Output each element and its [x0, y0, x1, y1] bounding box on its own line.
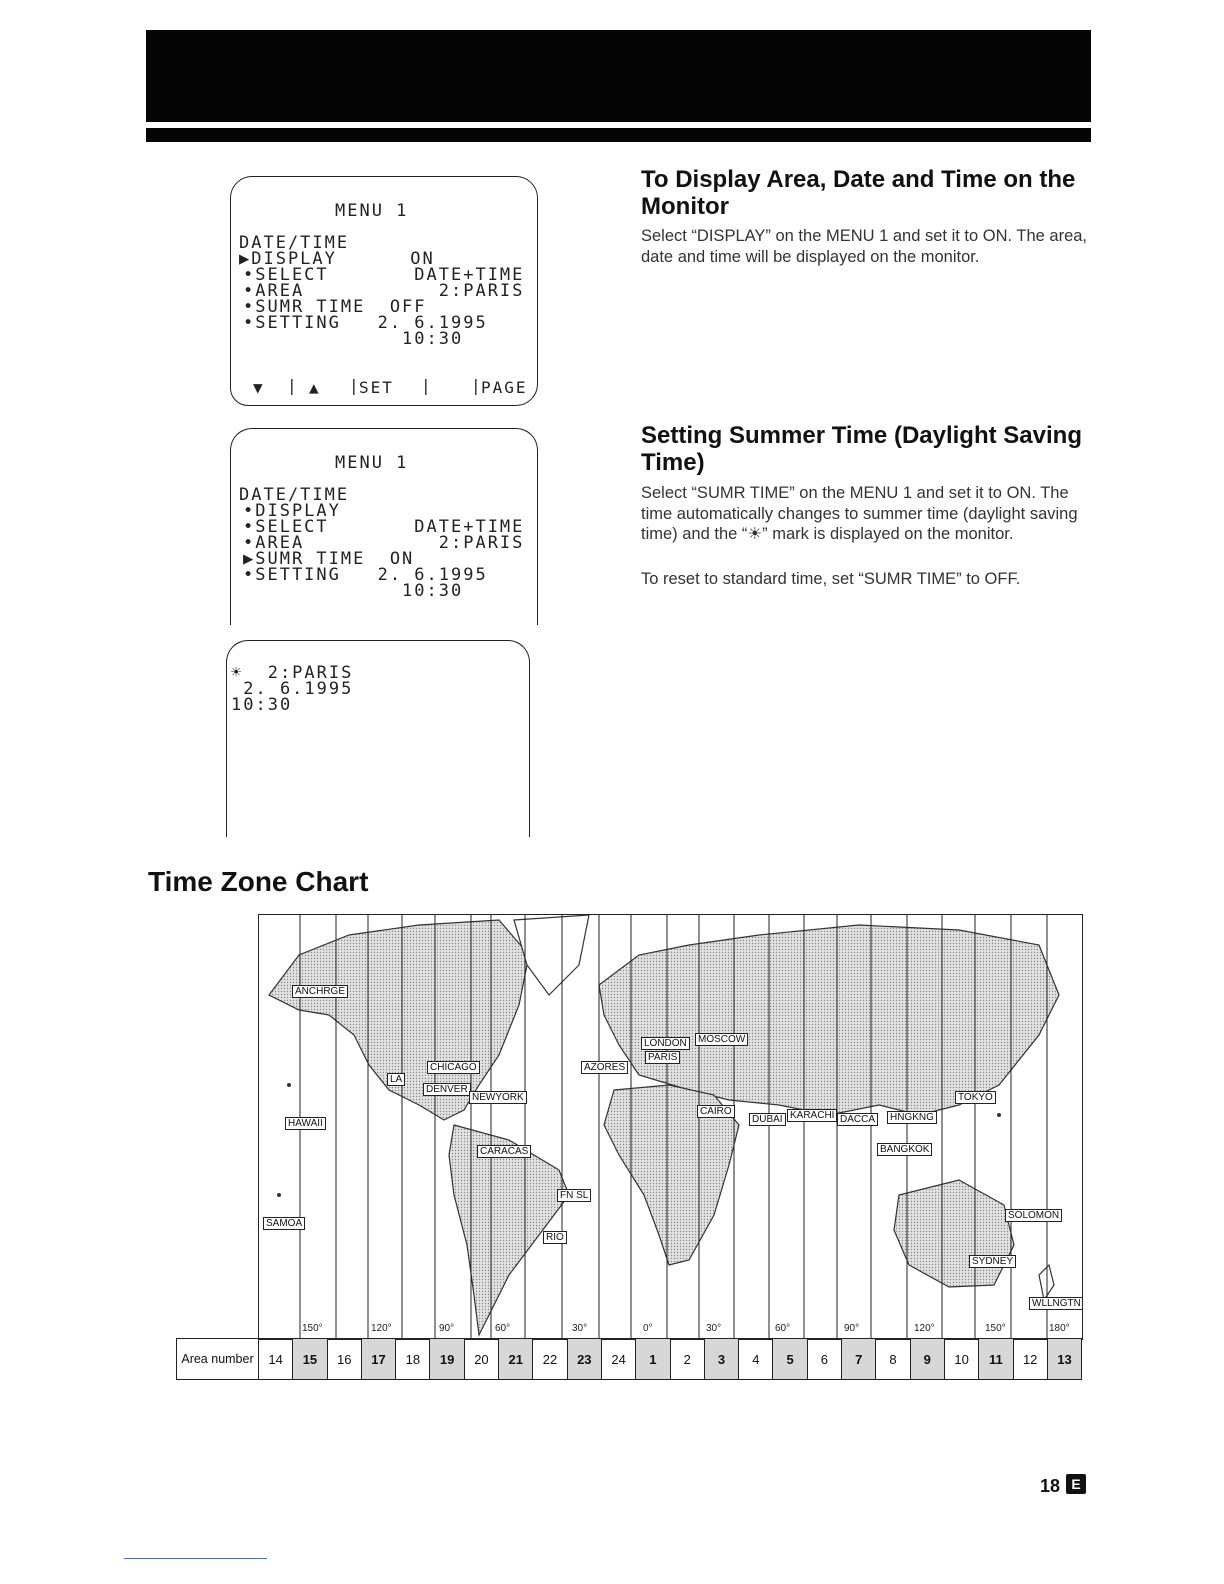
- area-cell: 2: [670, 1339, 704, 1380]
- section-body-display: Select “DISPLAY” on the MENU 1 and set it to ON. The area, date and time will be displayed on the monitor.: [641, 227, 1088, 266]
- menu-line: ▶SUMR TIME ON: [243, 549, 415, 569]
- area-cell: 21: [499, 1339, 533, 1380]
- area-cell: 7: [842, 1339, 876, 1380]
- area-cell: 23: [567, 1339, 601, 1380]
- area-cell: 8: [876, 1339, 910, 1380]
- menu-line: DATE/TIME: [239, 233, 350, 253]
- longitude-label: 180°: [1049, 1323, 1070, 1334]
- city-label: AZORES: [581, 1061, 628, 1074]
- longitude-label: 90°: [844, 1323, 860, 1334]
- area-cell: 12: [1013, 1339, 1047, 1380]
- city-label: MOSCOW: [695, 1033, 748, 1046]
- monitor-screen: [226, 640, 530, 837]
- area-cell: 5: [773, 1339, 807, 1380]
- area-cell: 18: [396, 1339, 430, 1380]
- city-label: DACCA: [837, 1113, 878, 1126]
- city-label: SOLOMON: [1005, 1209, 1062, 1222]
- menu-line: •AREA 2:PARIS: [243, 533, 525, 553]
- city-label: FN SL: [557, 1189, 591, 1202]
- menu-line: 10:30: [243, 329, 464, 349]
- city-label: LA: [387, 1073, 405, 1086]
- city-label: DENVER: [423, 1083, 471, 1096]
- section-title-summer: Setting Summer Time (Daylight Saving Time): [641, 422, 1082, 476]
- area-cell: 19: [430, 1339, 464, 1380]
- city-label: CHICAGO: [427, 1061, 480, 1074]
- longitude-label: 30°: [706, 1323, 722, 1334]
- language-badge: E: [1066, 1474, 1086, 1494]
- area-cell: 13: [1047, 1339, 1081, 1380]
- page-key[interactable]: PAGE: [481, 378, 528, 397]
- city-label: CARACAS: [477, 1145, 531, 1158]
- world-map-illustration: [259, 915, 1082, 1339]
- area-cell: 24: [601, 1339, 635, 1380]
- city-label: DUBAI: [749, 1113, 786, 1126]
- city-label: SYDNEY: [969, 1255, 1016, 1268]
- section-body-summer: Select “SUMR TIME” on the MENU 1 and set it to ON. The time automatically changes to summer time (daylight saving time) and the “☀” mark is displayed on the monitor.: [641, 484, 1078, 543]
- section-title-display: To Display Area, Date and Time on the Monitor: [641, 166, 1076, 220]
- city-label: HAWAII: [285, 1117, 326, 1130]
- menu-title: MENU 1: [335, 201, 409, 221]
- area-number-header: Area number: [177, 1339, 259, 1380]
- page-number: 18: [1040, 1476, 1061, 1496]
- down-arrow-icon[interactable]: ▼: [253, 378, 265, 397]
- menu-summer-screen: [230, 428, 538, 625]
- city-label: TOKYO: [955, 1091, 996, 1104]
- area-cell: 14: [259, 1339, 293, 1380]
- longitude-label: 30°: [572, 1323, 588, 1334]
- city-label: LONDON: [641, 1037, 690, 1050]
- monitor-line: ☀ 2:PARIS: [231, 663, 354, 683]
- section-body-summer-reset: To reset to standard time, set “SUMR TIME” to OFF.: [641, 570, 1021, 588]
- world-time-zone-map: [258, 914, 1083, 1340]
- softkey-bar: ▼ | ▲ | SET | | PAGE: [253, 376, 528, 397]
- menu-line: •SELECT DATE+TIME: [243, 517, 525, 537]
- longitude-label: 150°: [302, 1323, 323, 1334]
- menu-line: •SUMR TIME OFF: [243, 297, 427, 317]
- area-cell: 16: [327, 1339, 361, 1380]
- city-label: HNGKNG: [887, 1111, 937, 1124]
- longitude-label: 150°: [985, 1323, 1006, 1334]
- longitude-label: 60°: [775, 1323, 791, 1334]
- monitor-line: 2. 6.1995: [231, 679, 354, 699]
- area-number-table: [176, 1338, 1082, 1380]
- area-cell: 4: [739, 1339, 773, 1380]
- area-cell: 15: [293, 1339, 327, 1380]
- up-arrow-icon[interactable]: ▲: [309, 378, 321, 397]
- menu-line: •SETTING 2. 6.1995: [243, 565, 488, 585]
- menu-line: •DISPLAY: [243, 501, 341, 521]
- area-cell: 22: [533, 1339, 567, 1380]
- longitude-label: 120°: [371, 1323, 392, 1334]
- city-label: KARACHI: [787, 1109, 837, 1122]
- menu-line: •SELECT DATE+TIME: [243, 265, 525, 285]
- monitor-line: 10:30: [231, 695, 293, 715]
- city-label: WLLNGTN: [1029, 1297, 1083, 1310]
- menu-line: •SETTING 2. 6.1995: [243, 313, 488, 333]
- menu-line: •AREA 2:PARIS: [243, 281, 525, 301]
- area-cell: 11: [979, 1339, 1013, 1380]
- menu-display-screen: [230, 176, 538, 406]
- area-cell: 3: [704, 1339, 738, 1380]
- menu-line: DATE/TIME: [239, 485, 350, 505]
- city-label: CAIRO: [697, 1105, 735, 1118]
- set-key[interactable]: SET: [359, 378, 394, 397]
- city-label: NEWYORK: [469, 1091, 527, 1104]
- city-label: RIO: [543, 1231, 567, 1244]
- longitude-label: 90°: [439, 1323, 455, 1334]
- menu-line: ▶DISPLAY ON: [239, 249, 435, 269]
- city-label: SAMOA: [263, 1217, 305, 1230]
- longitude-label: 120°: [914, 1323, 935, 1334]
- menu-title: MENU 1: [335, 453, 409, 473]
- area-cell: 17: [361, 1339, 395, 1380]
- time-zone-chart-title: Time Zone Chart: [148, 866, 369, 897]
- city-label: PARIS: [645, 1051, 680, 1064]
- longitude-label: 0°: [643, 1323, 653, 1334]
- area-cell: 20: [464, 1339, 498, 1380]
- bottom-rule: [124, 1558, 267, 1559]
- longitude-label: 60°: [495, 1323, 511, 1334]
- area-cell: 1: [636, 1339, 670, 1380]
- city-label: ANCHRGE: [292, 985, 348, 998]
- header-rule: [146, 128, 1091, 142]
- city-label: BANGKOK: [877, 1143, 932, 1156]
- area-cell: 6: [807, 1339, 841, 1380]
- header-bar: [146, 30, 1091, 122]
- area-cell: 9: [910, 1339, 944, 1380]
- area-cell: 10: [944, 1339, 978, 1380]
- menu-line: 10:30: [243, 581, 464, 601]
